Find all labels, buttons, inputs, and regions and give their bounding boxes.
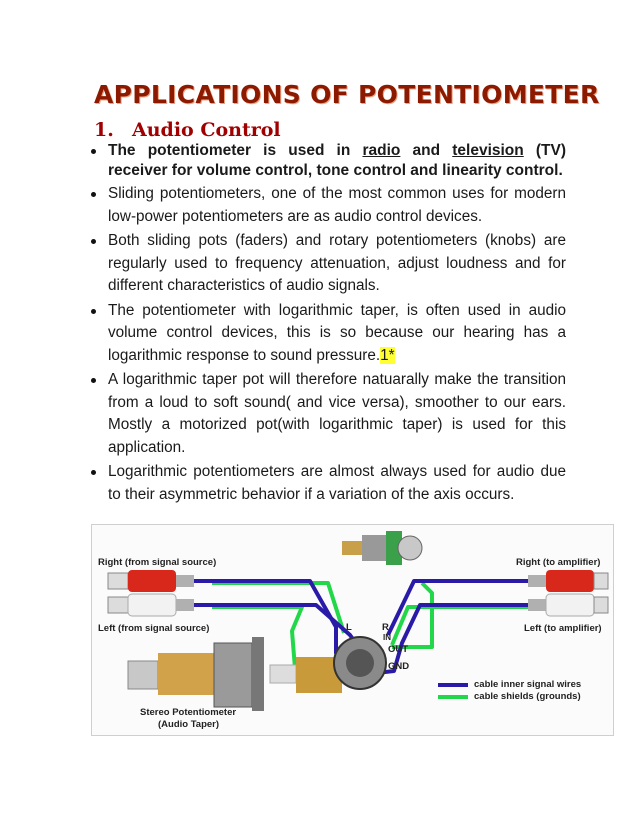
list-item: Sliding potentiometers, one of the most common uses for modern low-power potentiometers are as audio control devices. <box>88 183 566 228</box>
wiring-diagram-figure <box>91 524 614 736</box>
section-heading <box>94 119 281 141</box>
pin-r-label: R <box>382 622 389 633</box>
rca-plug-left-source <box>108 594 194 616</box>
radio-link[interactable]: radio <box>362 142 401 159</box>
section-number: 1. <box>94 119 114 141</box>
bullet-text: and <box>400 142 453 159</box>
bullet-text: The potentiometer with logarithmic taper, is often used in audio volume control devices, this is so because our hearing has a logarithmic response to sound pressure. <box>108 301 566 364</box>
label-left-source: Left (from signal source) <box>98 623 210 634</box>
bullet-text: (TV) receiver for volume control, tone control and linearity control. <box>108 142 567 179</box>
list-item: A logarithmic taper pot will therefore natuarally make the transition from a loud to soft sound( and vice versa), smoother to our ears. Mostly a motorized pot(with logarithmic taper) is used for this application. <box>88 369 566 459</box>
legend-signal-label: cable inner signal wires <box>474 679 582 690</box>
bullet-text: The potentiometer is used in <box>108 142 363 159</box>
pin-out-label: OUT <box>388 644 409 655</box>
label-left-amp: Left (to amplifier) <box>524 623 602 634</box>
television-link[interactable]: television <box>452 142 524 159</box>
list-item <box>88 300 566 368</box>
page-title: APPLICATIONS OF POTENTIOMETER <box>94 80 600 109</box>
list-item: Both sliding pots (faders) and rotary potentiometers (knobs) are regularly used to frequency attenuation, adjust loudness and for different characteristics of audio signals. <box>88 230 566 298</box>
rca-plug-right-amp <box>528 570 608 592</box>
pot-stereo-image <box>128 637 264 711</box>
pot-top-image <box>342 531 422 565</box>
rca-plug-left-amp <box>528 594 608 616</box>
pin-l-label: L <box>346 622 352 633</box>
rca-plug-right-source <box>108 570 194 592</box>
list-item: Logarithmic potentiometers are almost always used for audio due to their asymmetric behavior if a variation of the axis occurs. <box>88 461 566 506</box>
caption-line-2: (Audio Taper) <box>158 719 220 730</box>
label-right-source: Right (from signal source) <box>98 557 217 568</box>
legend-shield-label: cable shields (grounds) <box>474 691 581 702</box>
pin-gnd-label: GND <box>388 661 410 672</box>
pot-center-image <box>270 637 386 693</box>
footnote-reference[interactable]: 1* <box>380 346 395 364</box>
section-heading-text: Audio Control <box>132 119 281 141</box>
list-item <box>88 141 566 181</box>
pin-in-label: IN <box>383 633 391 642</box>
bullet-list <box>88 141 566 508</box>
label-right-amp: Right (to amplifier) <box>516 557 601 568</box>
caption-line-1: Stereo Potentiometer <box>140 707 237 718</box>
